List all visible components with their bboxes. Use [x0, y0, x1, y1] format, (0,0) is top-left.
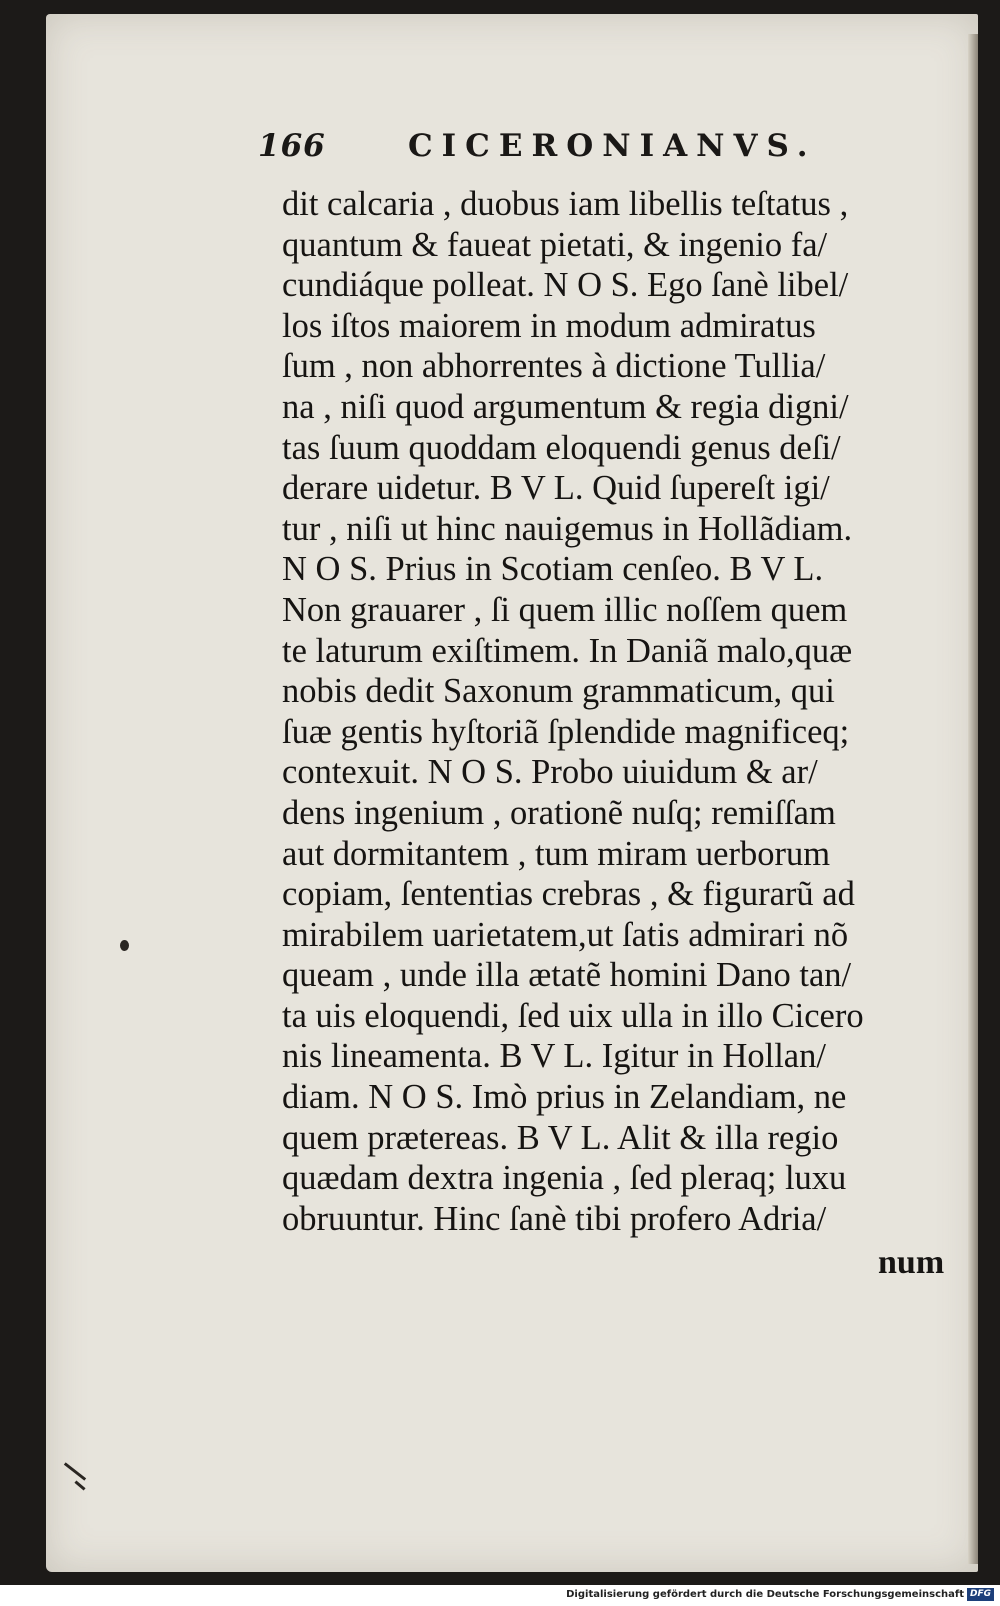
text-line: quædam dextra ingenia , ſed pleraq; luxu	[282, 1159, 847, 1198]
page-edge	[968, 34, 978, 1564]
digitization-credit: Digitalisierung gefördert durch die Deutsche Forschungsgemeinschaft	[566, 1589, 964, 1600]
text-line: dens ingenium , orationẽ nuſq; remiſſam	[282, 793, 836, 832]
text-line: diam. N O S. Imò prius in Zelandiam, ne	[282, 1078, 847, 1117]
running-head	[258, 128, 818, 168]
text-line: dit calcaria , duobus iam libellis teſtatus ,	[282, 185, 849, 223]
text-line: ta uis eloquendi, ſed uix ulla in illo Cicero	[282, 996, 864, 1035]
text-line: queam , unde illa ætatẽ homini Dano tan/	[282, 956, 852, 995]
catchword: num	[878, 1244, 945, 1281]
text-line: contexuit. N O S. Probo uiuidum & ar/	[282, 753, 818, 792]
text-line: ſum , non abhorrentes à dictione Tullia/	[282, 347, 826, 386]
text-line: obruuntur. Hinc ſanè tibi profero Adria/	[282, 1199, 827, 1238]
text-line: aut dormitantem , tum miram uerborum	[282, 834, 831, 873]
page-number: 166	[258, 128, 326, 164]
text-line: tas ſuum quoddam eloquendi genus deſi/	[282, 428, 841, 467]
text-line: tur , niſi ut hinc nauigemus in Hollãdiam.	[282, 509, 853, 548]
text-line: na , niſi quod argumentum & regia digni/	[282, 387, 849, 426]
text-line: ſuæ gentis hyſtoriã ſplendide magnificeq;	[282, 712, 850, 751]
text-line: derare uidetur. B V L. Quid ſupereſt igi/	[282, 469, 830, 508]
text-line: Non grauarer , ſi quem illic noſſem quem	[282, 590, 848, 629]
text-line: nobis dedit Saxonum grammaticum, qui	[282, 672, 835, 711]
text-line: te laturum exiſtimem. In Daniã malo,quæ	[282, 631, 853, 670]
text-line: mirabilem uarietatem,ut ſatis admirari nõ	[282, 915, 849, 954]
text-line: los iſtos maiorem in modum admiratus	[282, 306, 816, 345]
text-line: N O S. Prius in Scotiam cenſeo. B V L.	[282, 550, 824, 589]
text-line: nis lineamenta. B V L. Igitur in Hollan/	[282, 1037, 826, 1076]
dfg-logo: DFG	[967, 1588, 994, 1601]
text-line: copiam, ſententias crebras , & figurarũ ad	[282, 875, 855, 914]
text-line: cundiáque polleat. N O S. Ego ſanè libel/	[282, 266, 849, 305]
text-line: quantum & faueat pietati, & ingenio fa/	[282, 225, 828, 264]
text-line: quem prætereas. B V L. Alit & illa regio	[282, 1118, 839, 1157]
ink-spot	[120, 940, 129, 951]
running-title: CICERONIANVS.	[408, 128, 817, 164]
main-text	[282, 184, 952, 1239]
